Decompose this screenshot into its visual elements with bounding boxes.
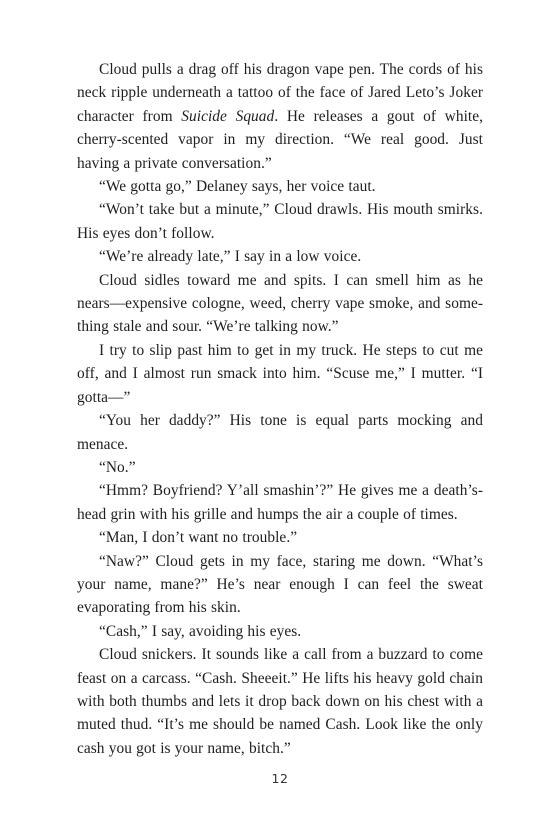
paragraph-10: “Man, I don’t want no trouble.” xyxy=(99,529,298,547)
paragraph-11: “Naw?” Cloud gets in my face, staring me down. “What’s your name, mane?” He’s near enough I can feel the sweat evaporating from his skin. xyxy=(77,552,483,617)
paragraph-4: “We’re already late,” I say in a low voice. xyxy=(99,248,362,266)
paragraph-1: Cloud pulls a drag off his dragon vape pen. The cords of his neck ripple underneath a tattoo of the face of Jared Leto’s Joker character from Suicide Squad. He releases a gout of white, cherry-scented vapor in my direction. “We real good. Just having a private conversation.” xyxy=(77,61,484,172)
paragraph-9: “Hmm? Boyfriend? Y’all smashin’?” He gives me a death’s-head grin with his grille and humps the air a couple of times. xyxy=(77,482,483,523)
paragraph-2: “We gotta go,” Delaney says, her voice taut. xyxy=(99,178,376,196)
paragraph-13: Cloud snickers. It sounds like a call from a buzzard to come feast on a carcass. “Cash. Sheeeit.” He lifts his heavy gold chain with both thumbs and lets it drop back down on his chest with a muted thud. “It’s me should be named Cash. Look like the only cash you got is your name, bitch.” xyxy=(77,646,483,757)
body-text xyxy=(77,58,483,760)
paragraph-5: Cloud sidles toward me and spits. I can smell him as he nears—expensive cologne, weed, cherry vape smoke, and something stale and sour. “We’re talking now.” xyxy=(77,271,483,336)
paragraph-3: “Won’t take but a minute,” Cloud drawls. His mouth smirks. His eyes don’t follow. xyxy=(77,201,483,242)
book-title-italic: Suicide Squad xyxy=(181,107,275,125)
paragraph-12: “Cash,” I say, avoiding his eyes. xyxy=(99,622,302,640)
paragraph-6: I try to slip past him to get in my truck. He steps to cut me off, and I almost run smack into him. “Scuse me,” I mutter. “I gotta—” xyxy=(77,341,483,406)
paragraph-8: “No.” xyxy=(99,458,136,476)
paragraph-7: “You her daddy?” His tone is equal parts mocking and menace. xyxy=(77,412,483,453)
page-number: 12 xyxy=(271,771,289,786)
